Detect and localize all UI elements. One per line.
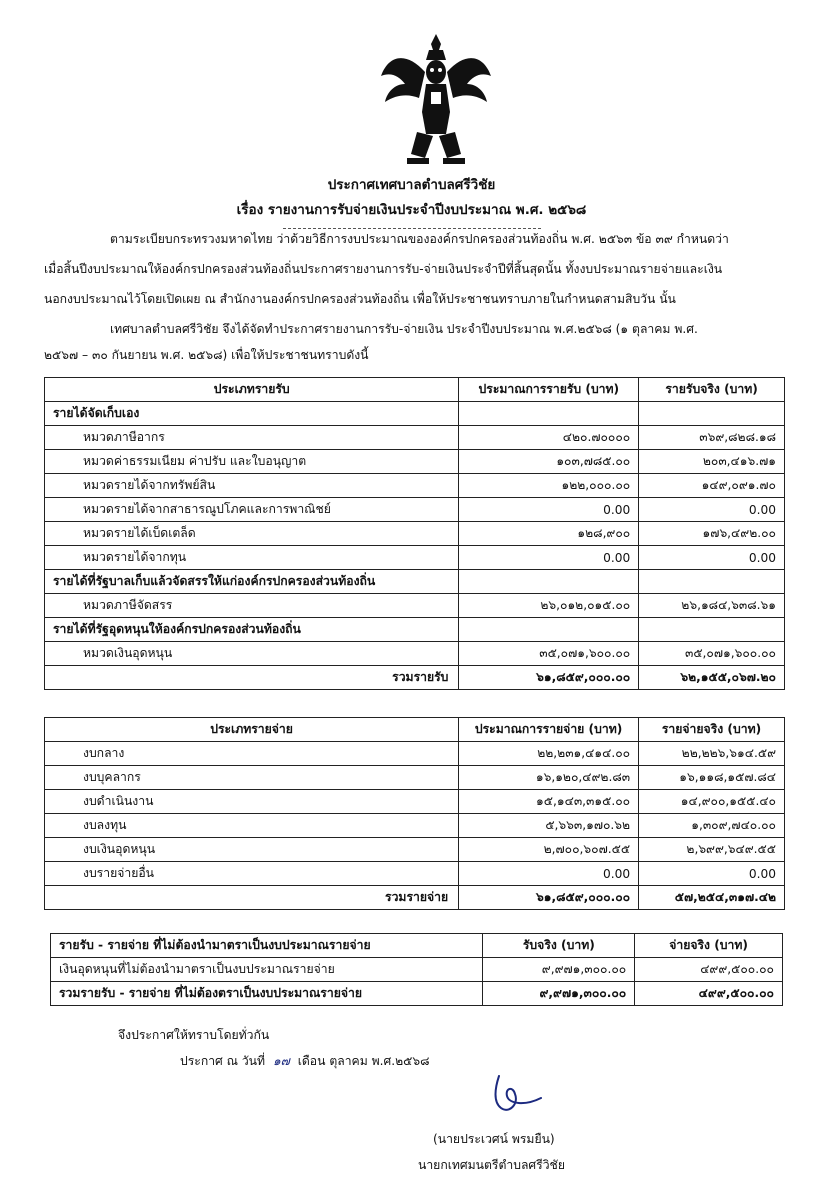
expense-col-estimate: ประมาณการรายจ่าย (บาท)	[459, 718, 639, 742]
income-row-estimate: 0.00	[459, 498, 639, 522]
expense-col-type: ประเภทรายจ่าย	[45, 718, 459, 742]
income-row-label: หมวดภาษีจัดสรร	[45, 594, 459, 618]
table-row	[45, 426, 785, 450]
income-header-row	[45, 378, 785, 402]
income-group-row	[45, 402, 785, 426]
table-row	[45, 546, 785, 570]
table-row	[45, 594, 785, 618]
announce-date	[180, 1052, 430, 1071]
income-group-label: รายได้ที่รัฐบาลเก็บแล้วจัดสรรให้แก่องค์กรปกครองส่วนท้องถิ่น	[45, 570, 459, 594]
expense-table	[44, 717, 785, 910]
table-row	[45, 838, 785, 862]
expense-row-actual: ๒,๖๙๙,๖๔๙.๕๕	[639, 838, 785, 862]
income-row-actual: ๓๕,๐๗๑,๖๐๐.๐๐	[639, 642, 785, 666]
expense-row-actual: 0.00	[639, 862, 785, 886]
table-row	[45, 642, 785, 666]
expense-row-label: งบรายจ่ายอื่น	[45, 862, 459, 886]
table-row	[51, 958, 783, 982]
table-row	[45, 862, 785, 886]
expense-row-label: งบลงทุน	[45, 814, 459, 838]
offbudget-total-row	[51, 982, 783, 1006]
offbudget-col-paid: จ่ายจริง (บาท)	[635, 934, 783, 958]
offbudget-row-received: ๙,๙๗๑,๓๐๐.๐๐	[483, 958, 635, 982]
income-row-estimate: ๑๐๓,๗๘๕.๐๐	[459, 450, 639, 474]
offbudget-total-paid: ๔๙๙,๕๐๐.๐๐	[635, 982, 783, 1006]
income-row-estimate: ๔๒๐.๗๐๐๐๐	[459, 426, 639, 450]
intro-line-1: ตามระเบียบกระทรวงมหาดไทย ว่าด้วยวิธีการงบประมาณขององค์กรปกครองส่วนท้องถิ่น พ.ศ. ๒๕๖๓ ข้อ ๓๙ กำหนดว่า	[110, 232, 729, 246]
income-col-estimate: ประมาณการรายรับ (บาท)	[459, 378, 639, 402]
offbudget-col-received: รับจริง (บาท)	[483, 934, 635, 958]
signature-icon	[485, 1068, 555, 1118]
income-group-row	[45, 618, 785, 642]
table-row	[45, 450, 785, 474]
income-row-estimate: ๑๒๒,๐๐๐.๐๐	[459, 474, 639, 498]
income-total-actual: ๖๒,๑๕๕,๐๖๗.๒๐	[639, 666, 785, 690]
intro-line-4: เทศบาลตำบลศรีวิชัย จึงได้จัดทำประกาศรายงานการรับ-จ่ายเงิน ประจำปีงบประมาณ พ.ศ.๒๕๖๘ (๑ ตุลาคม พ.ศ.	[110, 322, 698, 336]
expense-total-estimate: ๖๑,๘๕๙,๐๐๐.๐๐	[459, 886, 639, 910]
offbudget-row-paid: ๔๙๙,๕๐๐.๐๐	[635, 958, 783, 982]
intro-line-5: ๒๕๖๗ – ๓๐ กันยายน พ.ศ. ๒๕๖๘) เพื่อให้ประชาชนทราบดังนี้	[44, 348, 369, 362]
expense-row-label: งบเงินอุดหนุน	[45, 838, 459, 862]
income-row-estimate: 0.00	[459, 546, 639, 570]
expense-row-actual: ๑๖,๑๑๘,๑๕๗.๘๔	[639, 766, 785, 790]
income-table	[44, 377, 785, 690]
income-row-actual: ๑๔๙,๐๙๑.๗๐	[639, 474, 785, 498]
date-suffix: เดือน ตุลาคม พ.ศ.๒๕๖๘	[297, 1054, 430, 1068]
announcement-title: ประกาศเทศบาลตำบลศรีวิชัย	[327, 177, 496, 193]
income-row-actual: ๑๗๖,๔๙๒.๐๐	[639, 522, 785, 546]
income-total-label: รวมรายรับ	[45, 666, 459, 690]
table-row	[45, 790, 785, 814]
income-group-label: รายได้จัดเก็บเอง	[45, 402, 459, 426]
expense-row-estimate: ๕,๖๖๓,๑๗๐.๖๒	[459, 814, 639, 838]
expense-row-estimate: ๑๖,๑๒๐,๔๙๒.๘๓	[459, 766, 639, 790]
expense-row-actual: ๑,๓๐๙,๗๔๐.๐๐	[639, 814, 785, 838]
offbudget-header-row	[51, 934, 783, 958]
table-row	[45, 522, 785, 546]
table-row	[45, 814, 785, 838]
offbudget-total-received: ๙,๙๗๑,๓๐๐.๐๐	[483, 982, 635, 1006]
income-group-label: รายได้ที่รัฐอุดหนุนให้องค์กรปกครองส่วนท้องถิ่น	[45, 618, 459, 642]
income-row-label: หมวดรายได้จากทุน	[45, 546, 459, 570]
income-row-label: หมวดภาษีอากร	[45, 426, 459, 450]
table-row	[45, 766, 785, 790]
income-row-estimate: ๓๕,๐๗๑,๖๐๐.๐๐	[459, 642, 639, 666]
income-col-type: ประเภทรายรับ	[45, 378, 459, 402]
income-col-actual: รายรับจริง (บาท)	[639, 378, 785, 402]
announcement-subject: เรื่อง รายงานการรับจ่ายเงินประจำปีงบประมาณ พ.ศ. ๒๕๖๘	[236, 202, 587, 218]
expense-row-label: งบบุคลากร	[45, 766, 459, 790]
income-row-actual: 0.00	[639, 498, 785, 522]
income-row-actual: 0.00	[639, 546, 785, 570]
signer-title: นายกเทศมนตรีตำบลศรีวิชัย	[418, 1158, 565, 1172]
expense-row-actual: ๒๒,๒๒๖,๖๑๔.๕๙	[639, 742, 785, 766]
expense-col-actual: รายจ่ายจริง (บาท)	[639, 718, 785, 742]
intro-line-3: นอกงบประมาณไว้โดยเปิดเผย ณ สำนักงานองค์กรปกครองส่วนท้องถิ่น เพื่อให้ประชาชนทราบภายในกำหนดสามสิบวัน นั้น	[44, 292, 676, 306]
expense-row-label: งบกลาง	[45, 742, 459, 766]
garuda-emblem-icon	[377, 32, 495, 167]
expense-row-estimate: ๒๒,๒๓๑,๔๑๔.๐๐	[459, 742, 639, 766]
offbudget-col-type: รายรับ - รายจ่าย ที่ไม่ต้องนำมาตราเป็นงบประมาณรายจ่าย	[51, 934, 483, 958]
date-prefix: ประกาศ ณ วันที่	[180, 1054, 266, 1068]
date-day: ๑๗	[272, 1054, 290, 1068]
expense-row-estimate: ๒,๗๐๐,๖๐๗.๕๕	[459, 838, 639, 862]
offbudget-total-label: รวมรายรับ - รายจ่าย ที่ไม่ต้องตราเป็นงบประมาณรายจ่าย	[51, 982, 483, 1006]
expense-header-row	[45, 718, 785, 742]
income-total-estimate: ๖๑,๘๕๙,๐๐๐.๐๐	[459, 666, 639, 690]
expense-total-label: รวมรายจ่าย	[45, 886, 459, 910]
table-row	[45, 498, 785, 522]
expense-row-estimate: 0.00	[459, 862, 639, 886]
signer-name: (นายประเวศน์ พรมยืน)	[433, 1132, 555, 1146]
income-row-label: หมวดค่าธรรมเนียม ค่าปรับ และใบอนุญาต	[45, 450, 459, 474]
expense-total-actual: ๕๗,๒๕๔,๓๑๗.๔๒	[639, 886, 785, 910]
expense-row-actual: ๑๔,๙๐๐,๑๕๕.๔๐	[639, 790, 785, 814]
income-row-estimate: ๒๖,๐๑๒,๐๑๕.๐๐	[459, 594, 639, 618]
table-row	[45, 742, 785, 766]
income-row-label: หมวดรายได้จากทรัพย์สิน	[45, 474, 459, 498]
table-row	[45, 474, 785, 498]
expense-row-estimate: ๑๕,๑๔๓,๓๑๕.๐๐	[459, 790, 639, 814]
income-row-actual: ๒๐๓,๔๑๖.๗๑	[639, 450, 785, 474]
closing-announce: จึงประกาศให้ทราบโดยทั่วกัน	[118, 1028, 270, 1042]
income-row-label: หมวดรายได้เบ็ดเตล็ด	[45, 522, 459, 546]
income-row-actual: ๓๖๙,๘๒๘.๑๘	[639, 426, 785, 450]
expense-row-label: งบดำเนินงาน	[45, 790, 459, 814]
income-total-row	[45, 666, 785, 690]
offbudget-row-label: เงินอุดหนุนที่ไม่ต้องนำมาตราเป็นงบประมาณรายจ่าย	[51, 958, 483, 982]
income-row-label: หมวดเงินอุดหนุน	[45, 642, 459, 666]
income-row-estimate: ๑๒๘,๙๐๐	[459, 522, 639, 546]
intro-line-2: เมื่อสิ้นปีงบประมาณให้องค์กรปกครองส่วนท้องถิ่นประกาศรายงานการรับ-จ่ายเงินประจำปีที่สิ้นสุดนั้น ทั้งงบประมาณรายจ่ายและเงิน	[44, 262, 723, 276]
income-row-actual: ๒๖,๑๘๔,๖๓๘.๖๑	[639, 594, 785, 618]
expense-total-row	[45, 886, 785, 910]
income-row-label: หมวดรายได้จากสาธารณูปโภคและการพาณิชย์	[45, 498, 459, 522]
offbudget-table	[50, 933, 783, 1006]
income-group-row	[45, 570, 785, 594]
